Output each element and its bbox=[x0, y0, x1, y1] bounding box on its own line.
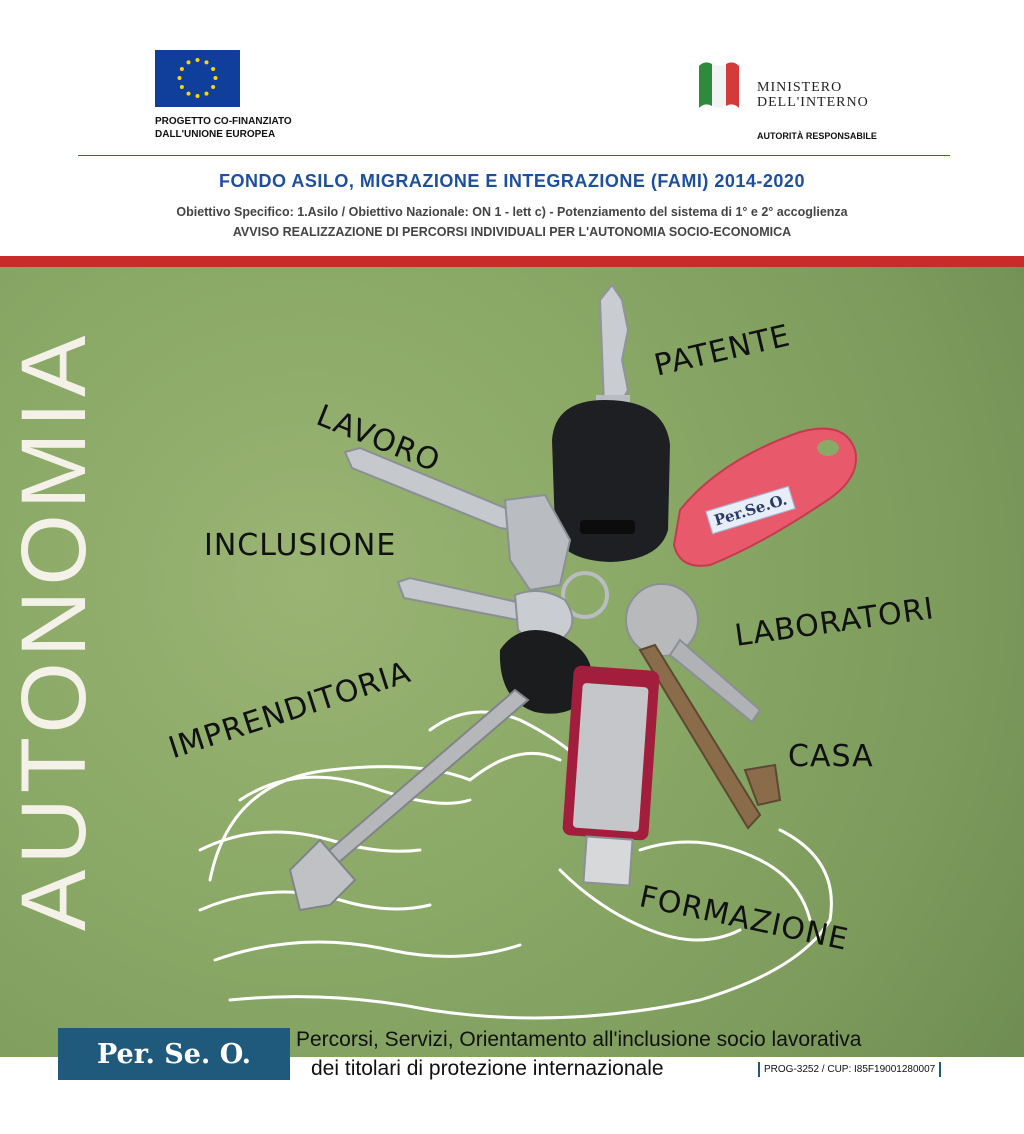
eu-caption-line1: PROGETTO CO-FINANZIATO bbox=[155, 116, 292, 127]
eu-stars-icon bbox=[155, 50, 240, 107]
description-line1: Percorsi, Servizi, Orientamento all'inclusione socio lavorativa bbox=[296, 1028, 862, 1051]
keytag-label: Per.Se.O. bbox=[705, 486, 795, 534]
eu-flag-logo bbox=[155, 50, 240, 107]
brand-logo bbox=[58, 1028, 290, 1080]
long-steel-key-icon bbox=[290, 690, 528, 910]
silver-key-top-icon bbox=[596, 285, 630, 415]
notice-line: AVVISO REALIZZAZIONE DI PERCORSI INDIVIDUALI PER L'AUTONOMIA SOCIO-ECONOMICA bbox=[232, 225, 792, 239]
brand-name: Per. Se. O. bbox=[96, 1038, 252, 1070]
usb-stick-icon bbox=[562, 665, 660, 885]
ministry-name bbox=[757, 80, 869, 110]
word-patente: PATENTE bbox=[651, 318, 794, 384]
eu-caption-line2: DALL'UNIONE EUROPEA bbox=[155, 129, 276, 140]
word-formazione: FORMAZIONE bbox=[636, 879, 852, 958]
keys-artwork bbox=[0, 267, 1024, 1057]
word-inclusione: INCLUSIONE bbox=[204, 528, 397, 563]
red-divider-bar bbox=[0, 256, 1024, 267]
silver-key-left-icon bbox=[345, 448, 570, 590]
description-line2: dei titolari di protezione internazionale bbox=[311, 1057, 664, 1080]
italian-flag-icon bbox=[697, 58, 741, 110]
eu-caption bbox=[155, 115, 292, 141]
word-imprenditoria: IMPRENDITORIA bbox=[164, 654, 416, 767]
vertical-title: AUTONOMIA bbox=[3, 330, 105, 931]
fund-title: FONDO ASILO, MIGRAZIONE E INTEGRAZIONE (FAMI) 2014-2020 bbox=[219, 171, 805, 191]
keys-illustration bbox=[0, 267, 1024, 1057]
word-laboratori: LABORATORI bbox=[732, 591, 937, 654]
word-casa: CASA bbox=[788, 739, 874, 774]
project-codes: PROG-3252 / CUP: I85F19001280007 bbox=[758, 1062, 941, 1077]
ministry-line2: DELL'INTERNO bbox=[757, 95, 869, 110]
authority-label: AUTORITÀ RESPONSABILE bbox=[757, 131, 877, 141]
ministry-line1: MINISTERO bbox=[757, 80, 843, 95]
word-lavoro: LAVORO bbox=[311, 398, 446, 480]
objective-line: Obiettivo Specifico: 1.Asilo / Obiettivo Nazionale: ON 1 - lett c) - Potenziamento del sistema di 1° e 2° accoglienza bbox=[176, 205, 848, 219]
header-divider bbox=[78, 155, 950, 156]
